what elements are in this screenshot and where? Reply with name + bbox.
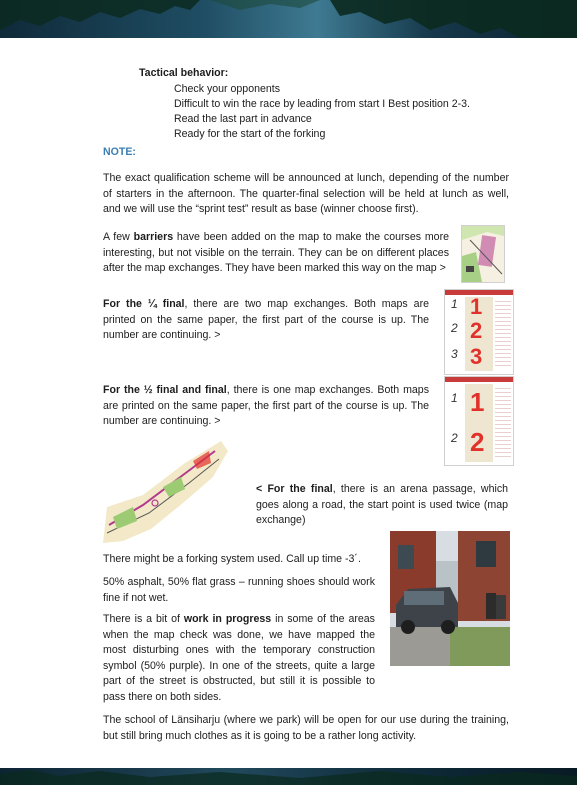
half-map-big-1: 1 xyxy=(470,387,485,417)
header-banner-image xyxy=(0,0,577,38)
half-final-map-image xyxy=(444,376,514,466)
half-final-paragraph xyxy=(103,383,429,430)
tactical-heading: Tactical behavior: xyxy=(139,67,229,79)
quarter-final-map-image xyxy=(444,289,514,375)
half-map-number-1: 1 xyxy=(451,391,458,405)
tactical-item-2: Difficult to win the race by leading from start I Best position 2-3. xyxy=(174,98,470,110)
note-label: NOTE: xyxy=(103,146,136,158)
quarter-map-big-2: 2 xyxy=(470,318,483,343)
school-paragraph: The school of Länsiharju (where we park) will be open for our use during the training, but still bring much clothes as it is going to be a rather long activity. xyxy=(103,714,509,742)
tactical-item-3: Read the last part in advance xyxy=(174,113,312,125)
forest-lake-image xyxy=(0,0,577,38)
barriers-rest: have been added on the map to make the courses more interesting, but not visible on the terrain. They can be on different places after the map exchanges. They have been marked this way on the map > xyxy=(103,231,449,275)
tactical-item-1: Check your opponents xyxy=(174,83,281,95)
tactical-item-4: Ready for the start of the forking xyxy=(174,128,326,140)
half-map-number-2: 2 xyxy=(451,431,458,445)
forest-footer-image xyxy=(0,768,577,785)
barrier-symbol-map-image xyxy=(461,225,505,283)
work-in-progress-paragraph xyxy=(103,612,375,706)
half-map-big-2: 2 xyxy=(470,427,485,457)
quarter-final-text: , there are two map exchanges. Both maps are printed on the same paper, the first part of the course is up. The number are continuing. > xyxy=(103,298,429,342)
quarter-map-big-1: 1 xyxy=(470,294,483,319)
half-final-bold: For the ½ final and final xyxy=(103,384,227,396)
final-text: , there is an arena passage, which goes along a road, the start point is used twice (map exchange) xyxy=(256,483,509,527)
wip-bold: work in progress xyxy=(183,613,272,625)
quarter-map-big-3: 3 xyxy=(470,344,483,369)
qualification-paragraph: The exact qualification scheme will be announced at lunch, depending of the number of starters in the afternoon. The quarter-final selection will be held at lunch as well, and we will use the “sprint test” result as base (winner choose first). xyxy=(103,172,509,216)
final-bold: < For the final xyxy=(256,483,333,495)
quarter-final-bold: For the ¼ final xyxy=(103,298,185,310)
final-arena-map-image xyxy=(103,437,228,543)
barriers-bold: barriers xyxy=(133,231,174,243)
quarter-map-number-3: 3 xyxy=(451,347,458,361)
quarter-map-number-2: 2 xyxy=(451,321,458,335)
street-construction-photo xyxy=(390,531,510,666)
barriers-text: A few xyxy=(103,231,134,243)
wip-text: There is a bit of xyxy=(103,613,184,625)
half-final-text: , there is one map exchanges. Both maps are printed on the same paper, the first part of the course is up. The number are continuing. > xyxy=(103,384,429,428)
quarter-final-paragraph xyxy=(103,297,429,344)
asphalt-paragraph: 50% asphalt, 50% flat grass – running shoes should work fine if not wet. xyxy=(103,576,375,604)
quarter-map-number-1: 1 xyxy=(451,297,458,311)
forking-paragraph: There might be a forking system used. Call up time -3´. xyxy=(103,553,361,565)
footer-banner-image xyxy=(0,768,577,785)
wip-rest: in some of the areas when the map check was done, we have mapped the most disturbing ones with the temporary construction symbol (50% purple). In one of the streets, quite a large part of the street is obstructed, but still it is possible to pass there on both sides. xyxy=(103,613,375,703)
barriers-paragraph xyxy=(103,230,449,277)
final-paragraph xyxy=(256,482,508,529)
